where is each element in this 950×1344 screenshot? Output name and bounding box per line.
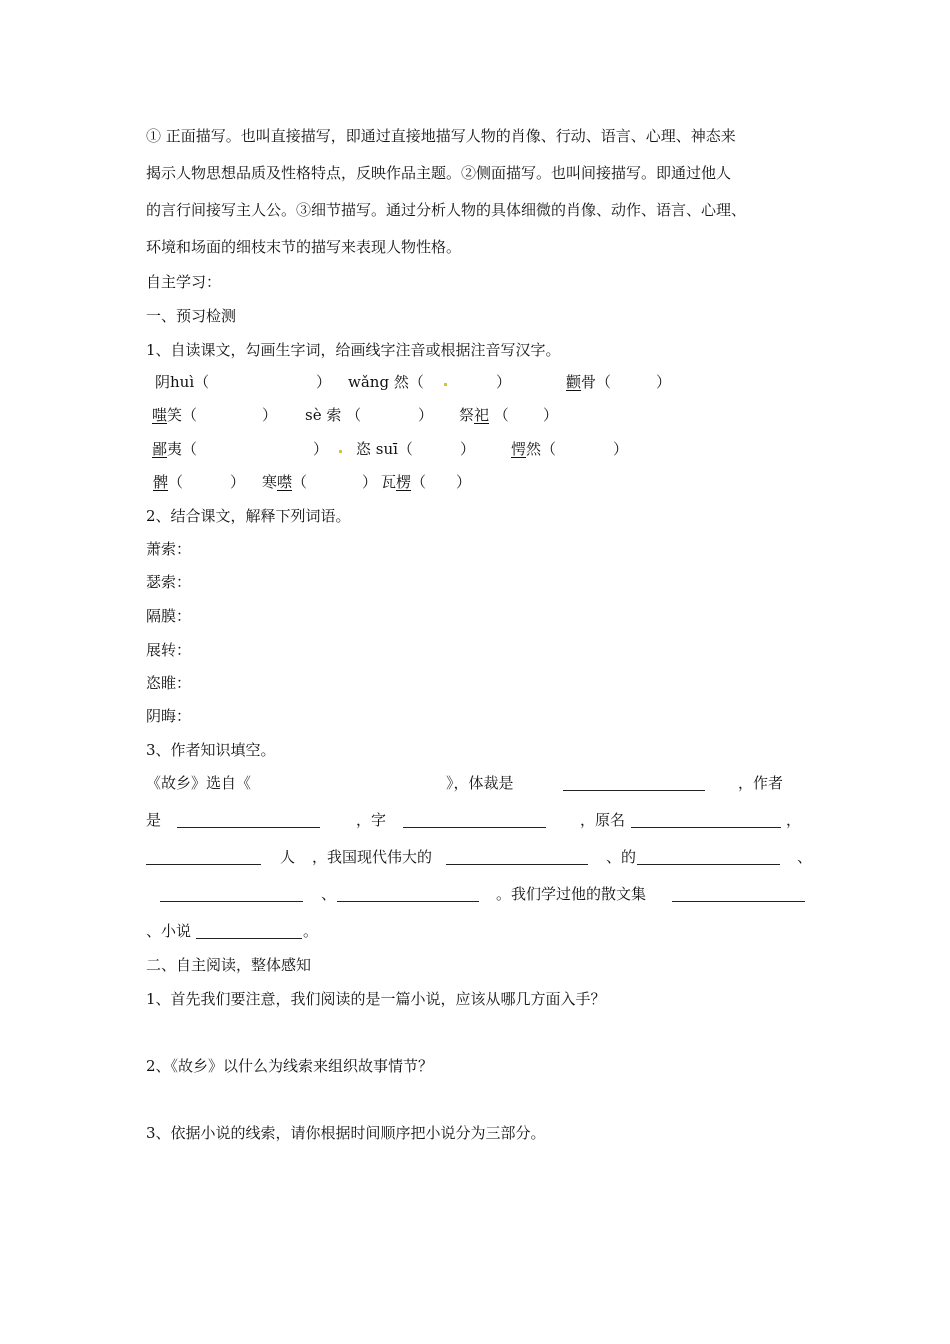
mark-dot — [444, 383, 447, 386]
term-item: 展转： — [146, 641, 192, 659]
fill-blank[interactable] — [160, 886, 303, 902]
fill-blank[interactable] — [337, 886, 479, 902]
section1-heading: 一、预习检测 — [146, 307, 237, 325]
section2-heading: 二、自主阅读，整体感知 — [146, 956, 312, 974]
question-3: 3、作者知识填空。 — [146, 741, 276, 759]
fill-blank[interactable] — [446, 849, 588, 865]
fill-text: 人 — [280, 848, 296, 866]
term-item: 萧索： — [146, 540, 192, 558]
fill-blank[interactable] — [196, 923, 302, 939]
fill-text: ，我国现代伟大的 — [312, 848, 433, 866]
section2-question-1: 1、首先我们要注意，我们阅读的是一篇小说，应该从哪几方面入手？ — [146, 990, 606, 1008]
word-close-paren: ） — [313, 440, 329, 458]
word-item: wǎng 然（ — [348, 373, 424, 391]
word-close-paren: ） — [230, 473, 246, 491]
fill-text: ，原名 — [580, 811, 626, 829]
word-close-paren: ） — [418, 406, 434, 424]
fill-text: 、小说 — [146, 922, 192, 940]
fill-text: 《故乡》选自《 — [146, 774, 252, 792]
word-close-paren: ） — [613, 440, 629, 458]
section2-question-2: 2、《故乡》以什么为线索来组织故事情节？ — [146, 1057, 434, 1075]
fill-text: 、的 — [606, 848, 637, 866]
word-item: 恣 suī（ — [356, 440, 413, 458]
fill-text: 、 — [321, 885, 337, 903]
fill-text: 。 — [303, 922, 319, 940]
question-1: 1、自读课文，勾画生字词，给画线字注音或根据注音写汉字。 — [146, 341, 561, 359]
mark-dot — [339, 450, 342, 453]
section2-question-3: 3、依据小说的线索，请你根据时间顺序把小说分为三部分。 — [146, 1124, 546, 1142]
fill-text: 。我们学过他的散文集 — [496, 885, 647, 903]
fill-text: ，作者 — [738, 774, 784, 792]
word-close-paren: ） — [460, 440, 476, 458]
word-item: 嗤笑（ — [152, 406, 198, 424]
fill-text: 、 — [797, 848, 813, 866]
word-close-paren: ） — [262, 406, 278, 424]
question-2: 2、结合课文，解释下列词语。 — [146, 507, 351, 525]
fill-blank[interactable] — [146, 849, 261, 865]
word-item: 颧骨（ — [566, 373, 612, 391]
fill-text: 》，体裁是 — [446, 774, 514, 792]
word-close-paren: ） — [656, 373, 672, 391]
word-close-paren: ） — [456, 473, 472, 491]
fill-blank[interactable] — [177, 812, 320, 828]
intro-line-2: 揭示人物思想品质及性格特点，反映作品主题。②侧面描写。也叫间接描写。即通过他人 — [146, 164, 732, 182]
term-item: 恣睢： — [146, 674, 192, 692]
word-item: 阴huì（ — [155, 373, 210, 391]
fill-blank[interactable] — [563, 775, 705, 791]
word-item: 鄙夷（ — [152, 440, 198, 458]
word-item: 祭祀 （ — [459, 406, 509, 424]
word-item: 寒噤（ — [262, 473, 308, 491]
self-study-heading: 自主学习： — [146, 273, 222, 291]
term-item: 瑟索： — [146, 573, 192, 591]
word-close-paren: ） — [543, 406, 559, 424]
fill-text: 是 — [146, 811, 162, 829]
fill-text: ，字 — [356, 811, 387, 829]
fill-text: ， — [786, 811, 802, 829]
intro-line-4: 环境和场面的细枝末节的描写来表现人物性格。 — [146, 238, 462, 256]
word-item: 愕然（ — [511, 440, 557, 458]
word-close-paren: ） — [362, 473, 378, 491]
fill-blank[interactable] — [637, 849, 780, 865]
intro-line-3: 的言行间接写主人公。③细节描写。通过分析人物的具体细微的肖像、动作、语言、心理、 — [146, 201, 747, 219]
word-close-paren: ） — [316, 373, 332, 391]
intro-line-1: ① 正面描写。也叫直接描写，即通过直接地描写人物的肖像、行动、语言、心理、神态来 — [146, 127, 736, 145]
term-item: 阴晦： — [146, 707, 192, 725]
fill-blank[interactable] — [631, 812, 781, 828]
term-item: 隔膜： — [146, 607, 192, 625]
word-item: sè 索 （ — [305, 406, 362, 424]
fill-blank[interactable] — [672, 886, 805, 902]
word-item: 瓦楞（ — [381, 473, 427, 491]
fill-blank[interactable] — [403, 812, 546, 828]
word-close-paren: ） — [496, 373, 512, 391]
word-item: 髀（ — [153, 473, 184, 491]
